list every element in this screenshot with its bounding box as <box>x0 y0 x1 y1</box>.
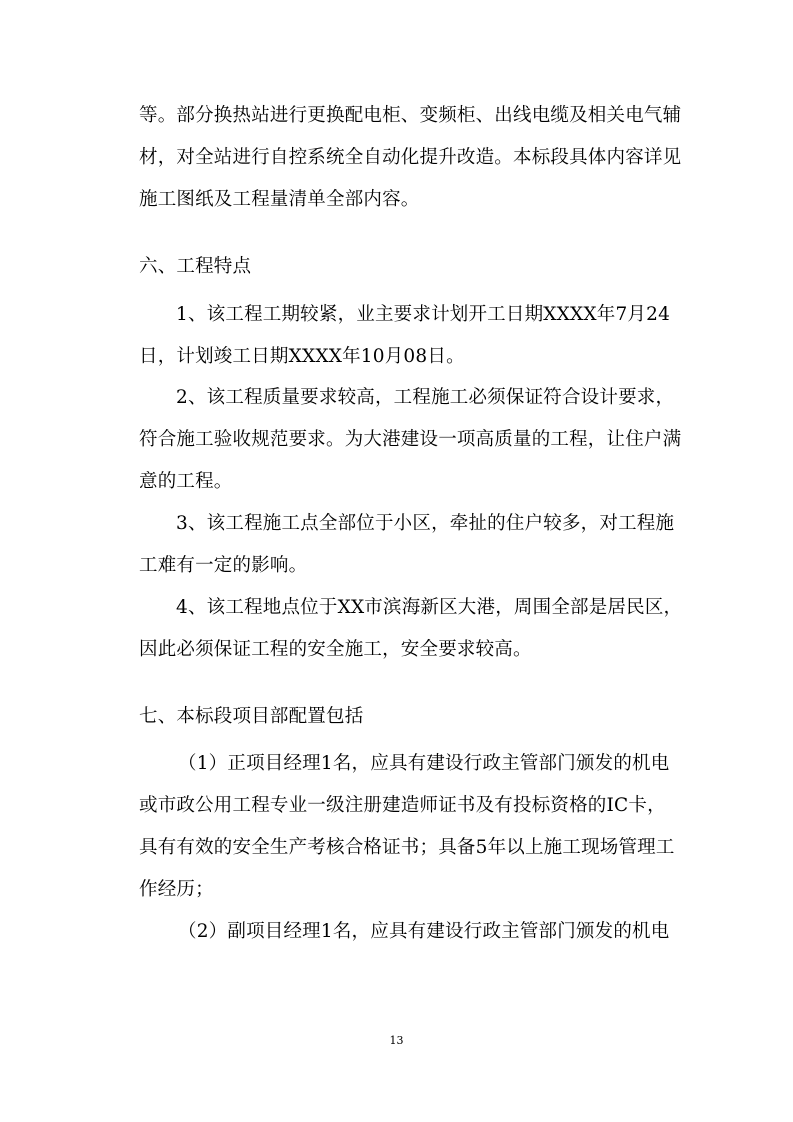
paragraph-line: （2）副项目经理1名，应具有建设行政主管部门颁发的机电 <box>178 921 670 942</box>
section-heading: 六、工程特点 <box>139 256 252 277</box>
paragraph-line: 作经历； <box>139 879 214 900</box>
paragraph-line: 3、该工程施工点全部位于小区，牵扯的住户较多，对工程施 <box>176 513 675 534</box>
paragraph-line: 因此必须保证工程的安全施工，安全要求较高。 <box>139 639 532 660</box>
section-heading: 七、本标段项目部配置包括 <box>139 706 364 727</box>
paragraph-line: 1、该工程工期较紧，业主要求计划开工日期XXXX年7月24 <box>176 304 671 325</box>
paragraph-line: 材，对全站进行自控系统全自动化提升改造。本标段具体内容详见 <box>139 147 682 168</box>
paragraph-line: 或市政公用工程专业一级注册建造师证书及有投标资格的IC卡， <box>139 795 666 816</box>
paragraph-line: 意的工程。 <box>139 471 233 492</box>
paragraph-line: 具有有效的安全生产考核合格证书；具备5年以上施工现场管理工 <box>139 837 675 858</box>
paragraph-line: 2、该工程质量要求较高，工程施工必须保证符合设计要求， <box>176 387 675 408</box>
paragraph-line: 符合施工验收规范要求。为大港建设一项高质量的工程，让住户满 <box>139 429 682 450</box>
paragraph-line: 4、该工程地点位于XX市滨海新区大港，周围全部是居民区， <box>176 597 683 618</box>
paragraph-line: 工难有一定的影响。 <box>139 555 308 576</box>
paragraph-line: 施工图纸及工程量清单全部内容。 <box>139 189 420 210</box>
paragraph-line: 等。部分换热站进行更换配电柜、变频柜、出线电缆及相关电气辅 <box>139 105 682 126</box>
paragraph-line: 日，计划竣工日期XXXX年10月08日。 <box>139 346 465 367</box>
page-number: 13 <box>389 1034 404 1047</box>
paragraph-line: （1）正项目经理1名，应具有建设行政主管部门颁发的机电 <box>178 753 670 774</box>
